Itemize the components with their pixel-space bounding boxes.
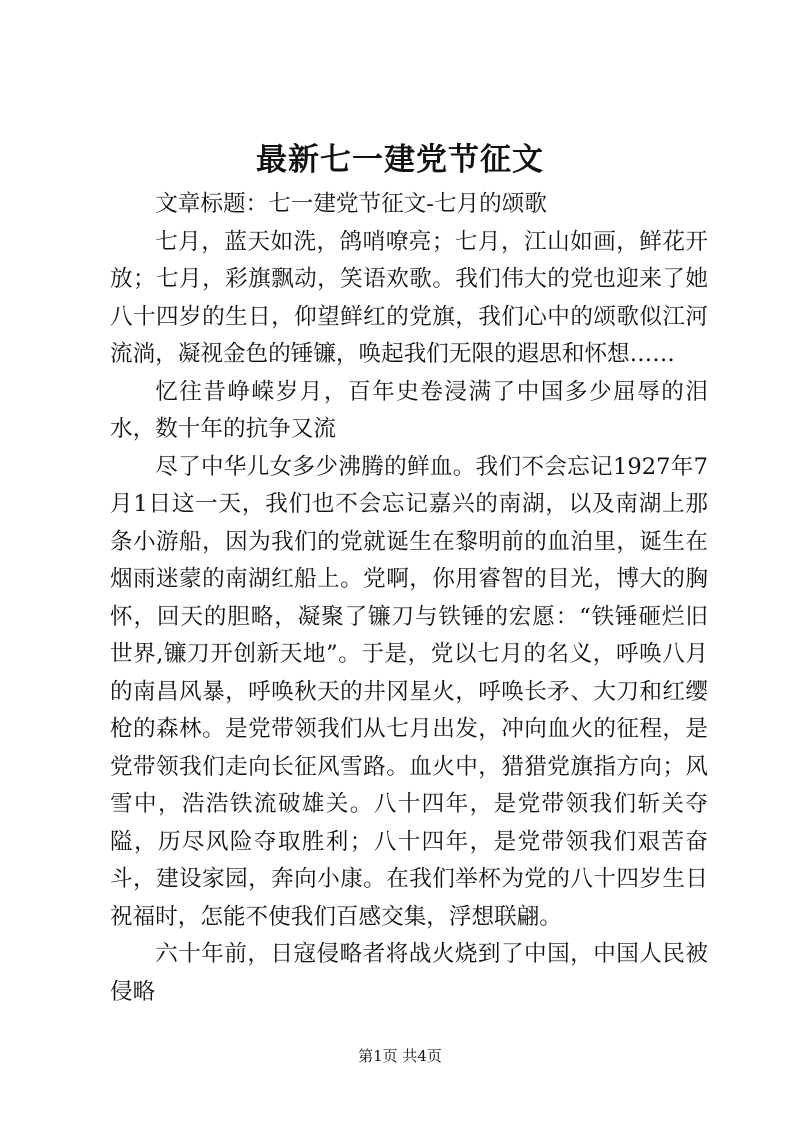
paragraph: 尽了中华儿女多少沸腾的鲜血。我们不会忘记1927年7月1日这一天，我们也不会忘记嘉兴的南湖，以及南湖上那条小游船，因为我们的党就诞生在黎明前的血泊里，诞生在烟雨迷蒙的南湖红船上。党啊，你用睿智的目光，博大的胸怀，回天的胆略，凝聚了镰刀与铁锤的宏愿：“铁锤砸烂旧世界,镰刀开创新天地”。于是，党以七月的名义，呼唤八月的南昌风暴，呼唤秋天的井冈星火，呼唤长矛、大刀和红缨枪的森林。是党带领我们从七月出发，冲向血火的征程，是党带领我们走向长征风雪路。血火中，猎猎党旗指方向；风雪中，浩浩铁流破雄关。八十四年，是党带领我们斩关夺隘，历尽风险夺取胜利；八十四年，是党带领我们艰苦奋斗，建设家园，奔向小康。在我们举杯为党的八十四岁生日祝福时，怎能不使我们百感交集，浮想联翩。 [110, 453, 708, 930]
paragraph: 七月，蓝天如洗，鸽哨嘹亮；七月，江山如画，鲜花开放；七月，彩旗飘动，笑语欢歌。我们伟大的党也迎来了她八十四岁的生日，仰望鲜红的党旗，我们心中的颂歌似江河流淌，凝视金色的锤镰，唤起我们无限的遐思和怀想…… [110, 228, 708, 367]
paragraph: 六十年前，日寇侵略者将战火烧到了中国，中国人民被侵略 [110, 941, 708, 1005]
page-number-footer: 第1页 共4页 [358, 1047, 442, 1065]
document-title: 最新七一建党节征文 [256, 142, 544, 178]
paragraph: 忆往昔峥嵘岁月，百年史卷浸满了中国多少屈辱的泪水，数十年的抗争又流 [110, 378, 708, 442]
paragraph-article-heading: 文章标题：七一建党节征文-七月的颂歌 [155, 191, 547, 217]
document-body [110, 186, 708, 1011]
